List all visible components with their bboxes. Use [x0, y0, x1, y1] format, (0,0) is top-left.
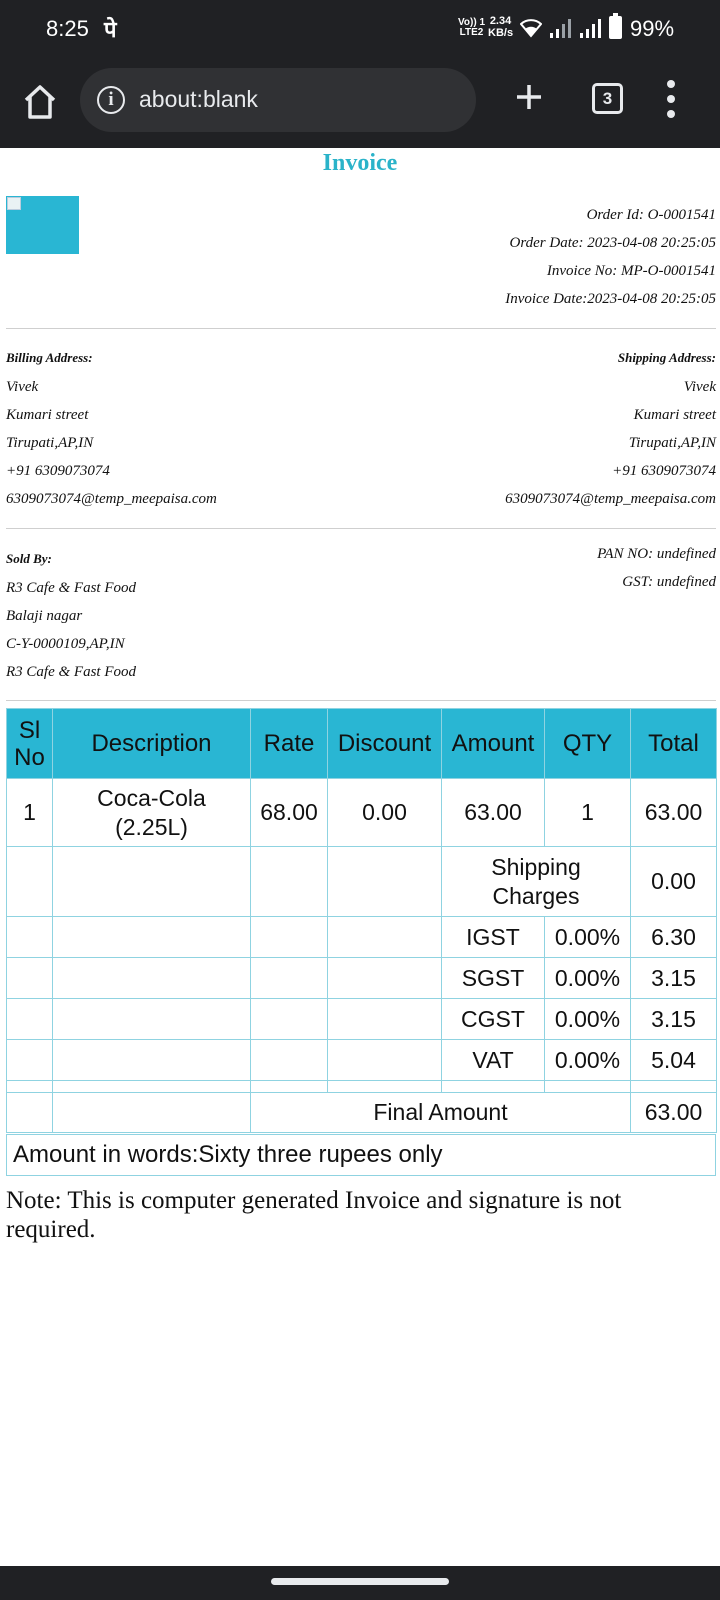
billing-heading: Billing Address:	[6, 350, 93, 365]
tax-row	[7, 958, 717, 999]
invoice-note: Note: This is computer generated Invoice and signature is not required.	[6, 1187, 622, 1243]
billing-street: Kumari street	[6, 407, 89, 423]
tax-rate: 0.00%	[545, 999, 631, 1040]
shipping-phone: +91 6309073074	[612, 463, 716, 479]
sold-by-heading: Sold By:	[6, 551, 52, 566]
status-notification-text: पे	[104, 17, 117, 42]
shipping-name: Vivek	[683, 379, 716, 395]
wifi-icon	[520, 18, 542, 38]
home-icon[interactable]	[20, 80, 60, 124]
col-total: Total	[631, 709, 717, 779]
invoice-number: Invoice No: MP-O-0001541	[546, 263, 716, 279]
amount-in-words: Amount in words:Sixty three rupees only	[6, 1134, 716, 1176]
tax-value: 3.15	[631, 999, 717, 1040]
tax-name: VAT	[442, 1040, 545, 1081]
shipping-email: 6309073074@temp_meepaisa.com	[505, 491, 716, 507]
pan-number: PAN NO: undefined	[597, 546, 716, 562]
col-discount: Discount	[328, 709, 442, 779]
new-tab-button[interactable]	[512, 80, 546, 114]
tax-rate: 0.00%	[545, 958, 631, 999]
status-bar	[0, 0, 720, 58]
billing-email: 6309073074@temp_meepaisa.com	[6, 491, 217, 507]
item-sl: 1	[7, 779, 53, 847]
divider	[6, 700, 716, 701]
seller-name: R3 Cafe & Fast Food	[6, 580, 136, 596]
item-amount: 63.00	[442, 779, 545, 847]
invoice-table	[6, 708, 717, 1133]
shipping-row	[7, 847, 717, 917]
network-speed: 2.34 KB/s	[488, 15, 514, 39]
more-vert-icon[interactable]	[664, 80, 678, 120]
info-icon[interactable]: i	[97, 86, 125, 114]
shipping-city: Tirupati,AP,IN	[628, 435, 716, 451]
tax-name: CGST	[442, 999, 545, 1040]
col-sl-no: Sl No	[7, 709, 53, 779]
final-amount-value: 63.00	[631, 1093, 717, 1133]
col-amount: Amount	[442, 709, 545, 779]
shipping-charges-value: 0.00	[631, 847, 717, 917]
order-id: Order Id: O-0001541	[586, 207, 716, 223]
col-description: Description	[53, 709, 251, 779]
url-text[interactable]: about:blank	[139, 86, 258, 112]
billing-phone: +91 6309073074	[6, 463, 110, 479]
item-total: 63.00	[631, 779, 717, 847]
final-amount-row	[7, 1093, 717, 1133]
tax-name: SGST	[442, 958, 545, 999]
seller-name-2: R3 Cafe & Fast Food	[6, 664, 136, 680]
item-discount: 0.00	[328, 779, 442, 847]
url-bar[interactable]	[80, 68, 476, 132]
item-qty: 1	[545, 779, 631, 847]
table-row	[7, 779, 717, 847]
browser-toolbar	[0, 58, 720, 148]
gesture-handle[interactable]	[271, 1578, 449, 1585]
table-header-row	[7, 709, 717, 779]
spacer-row	[7, 1081, 717, 1093]
divider	[6, 528, 716, 529]
item-description: Coca-Cola (2.25L)	[53, 779, 251, 847]
tax-rate: 0.00%	[545, 1040, 631, 1081]
order-date: Order Date: 2023-04-08 20:25:05	[509, 235, 716, 251]
tax-row	[7, 917, 717, 958]
item-rate: 68.00	[251, 779, 328, 847]
billing-name: Vivek	[6, 379, 39, 395]
status-time: 8:25	[46, 16, 89, 41]
tax-value: 6.30	[631, 917, 717, 958]
store-logo-image	[6, 196, 79, 254]
gst-number: GST: undefined	[622, 574, 716, 590]
tab-switcher-button[interactable]: 3	[592, 83, 623, 114]
col-rate: Rate	[251, 709, 328, 779]
battery-percent: 99%	[630, 16, 675, 41]
shipping-heading: Shipping Address:	[617, 350, 716, 365]
tax-row	[7, 999, 717, 1040]
invoice-title: Invoice	[322, 150, 398, 176]
battery-icon	[609, 16, 622, 39]
seller-code: C-Y-0000109,AP,IN	[6, 636, 125, 652]
divider	[6, 328, 716, 329]
billing-city: Tirupati,AP,IN	[6, 435, 94, 451]
signal-icon	[580, 18, 602, 38]
tax-rate: 0.00%	[545, 917, 631, 958]
invoice-date: Invoice Date:2023-04-08 20:25:05	[505, 291, 716, 307]
shipping-charges-label: Shipping Charges	[442, 847, 631, 917]
tax-name: IGST	[442, 917, 545, 958]
navigation-bar	[0, 1566, 720, 1600]
tax-value: 5.04	[631, 1040, 717, 1081]
volte-indicator: Vo)) 1 LTE2	[458, 17, 486, 38]
tax-row	[7, 1040, 717, 1081]
signal-icon	[550, 18, 572, 38]
seller-area: Balaji nagar	[6, 608, 83, 624]
col-qty: QTY	[545, 709, 631, 779]
tax-value: 3.15	[631, 958, 717, 999]
final-amount-label: Final Amount	[251, 1093, 631, 1133]
shipping-street: Kumari street	[633, 407, 716, 423]
